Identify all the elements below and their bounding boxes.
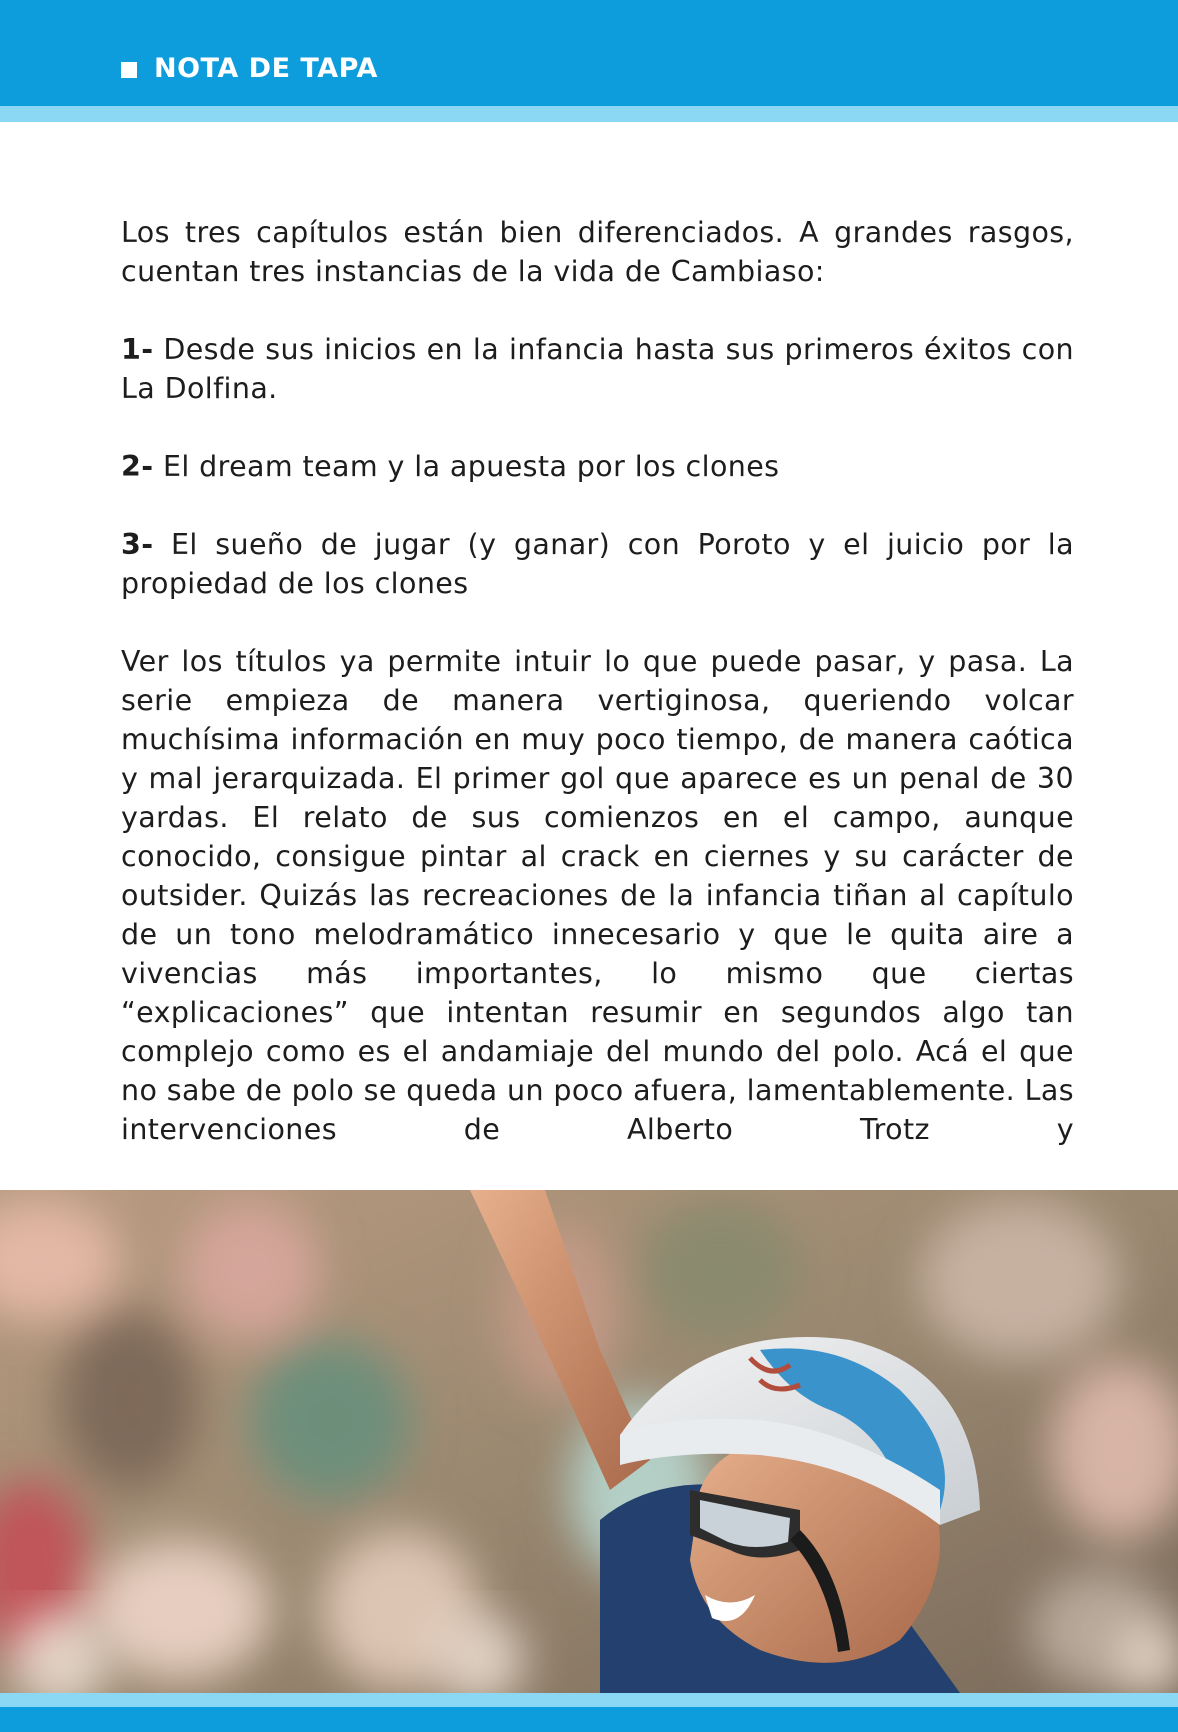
photo-illustration [0, 1190, 1178, 1693]
chapter-number: 1- [121, 333, 154, 366]
chapter-item-2 [121, 447, 1074, 486]
chapter-number: 3- [121, 528, 154, 561]
section-title: NOTA DE TAPA [154, 53, 378, 84]
chapter-item-1 [121, 330, 1074, 408]
intro-paragraph: Los tres capítulos están bien diferenciados. A grandes rasgos, cuentan tres instancias de la vida de Cambiaso: [121, 216, 1074, 288]
page-footer [0, 1707, 1178, 1732]
section-square-icon [121, 62, 137, 78]
chapter-item-3 [121, 525, 1074, 603]
chapter-number: 2- [121, 450, 154, 483]
polo-player-celebrating-photo [0, 1190, 1178, 1693]
chapter-text: El sueño de jugar (y ganar) con Poroto y el juicio por la propiedad de los clones [121, 528, 1074, 600]
chapter-text: El dream team y la apuesta por los clones [162, 450, 780, 483]
footer-stripe [0, 1693, 1178, 1707]
header-stripe [0, 106, 1178, 122]
body-paragraph: Ver los títulos ya permite intuir lo que puede pasar, y pasa. La serie empieza de manera vertiginosa, queriendo volcar muchísima información en muy poco tiempo, de manera caótica y mal jerarquizada. El primer gol que aparece es un penal de 30 yardas. El relato de sus comienzos en el campo, aunque conocido, consigue pintar al crack en ciernes y su carácter de outsider. Quizás las recreaciones de la infancia tiñan al capítulo de un tono melodramático innecesario y que le quita aire a vivencias más importantes, lo mismo que ciertas “explicaciones” que intentan resumir en segundos algo tan complejo como es el andamiaje del mundo del polo. Acá el que no sabe de polo se queda un poco afuera, lamentablemente. Las intervenciones de Alberto Trotz y [121, 645, 1074, 1146]
page-header [0, 0, 1178, 106]
article-body [121, 213, 1074, 1188]
chapter-text: Desde sus inicios en la infancia hasta sus primeros éxitos con La Dolfina. [121, 333, 1074, 405]
